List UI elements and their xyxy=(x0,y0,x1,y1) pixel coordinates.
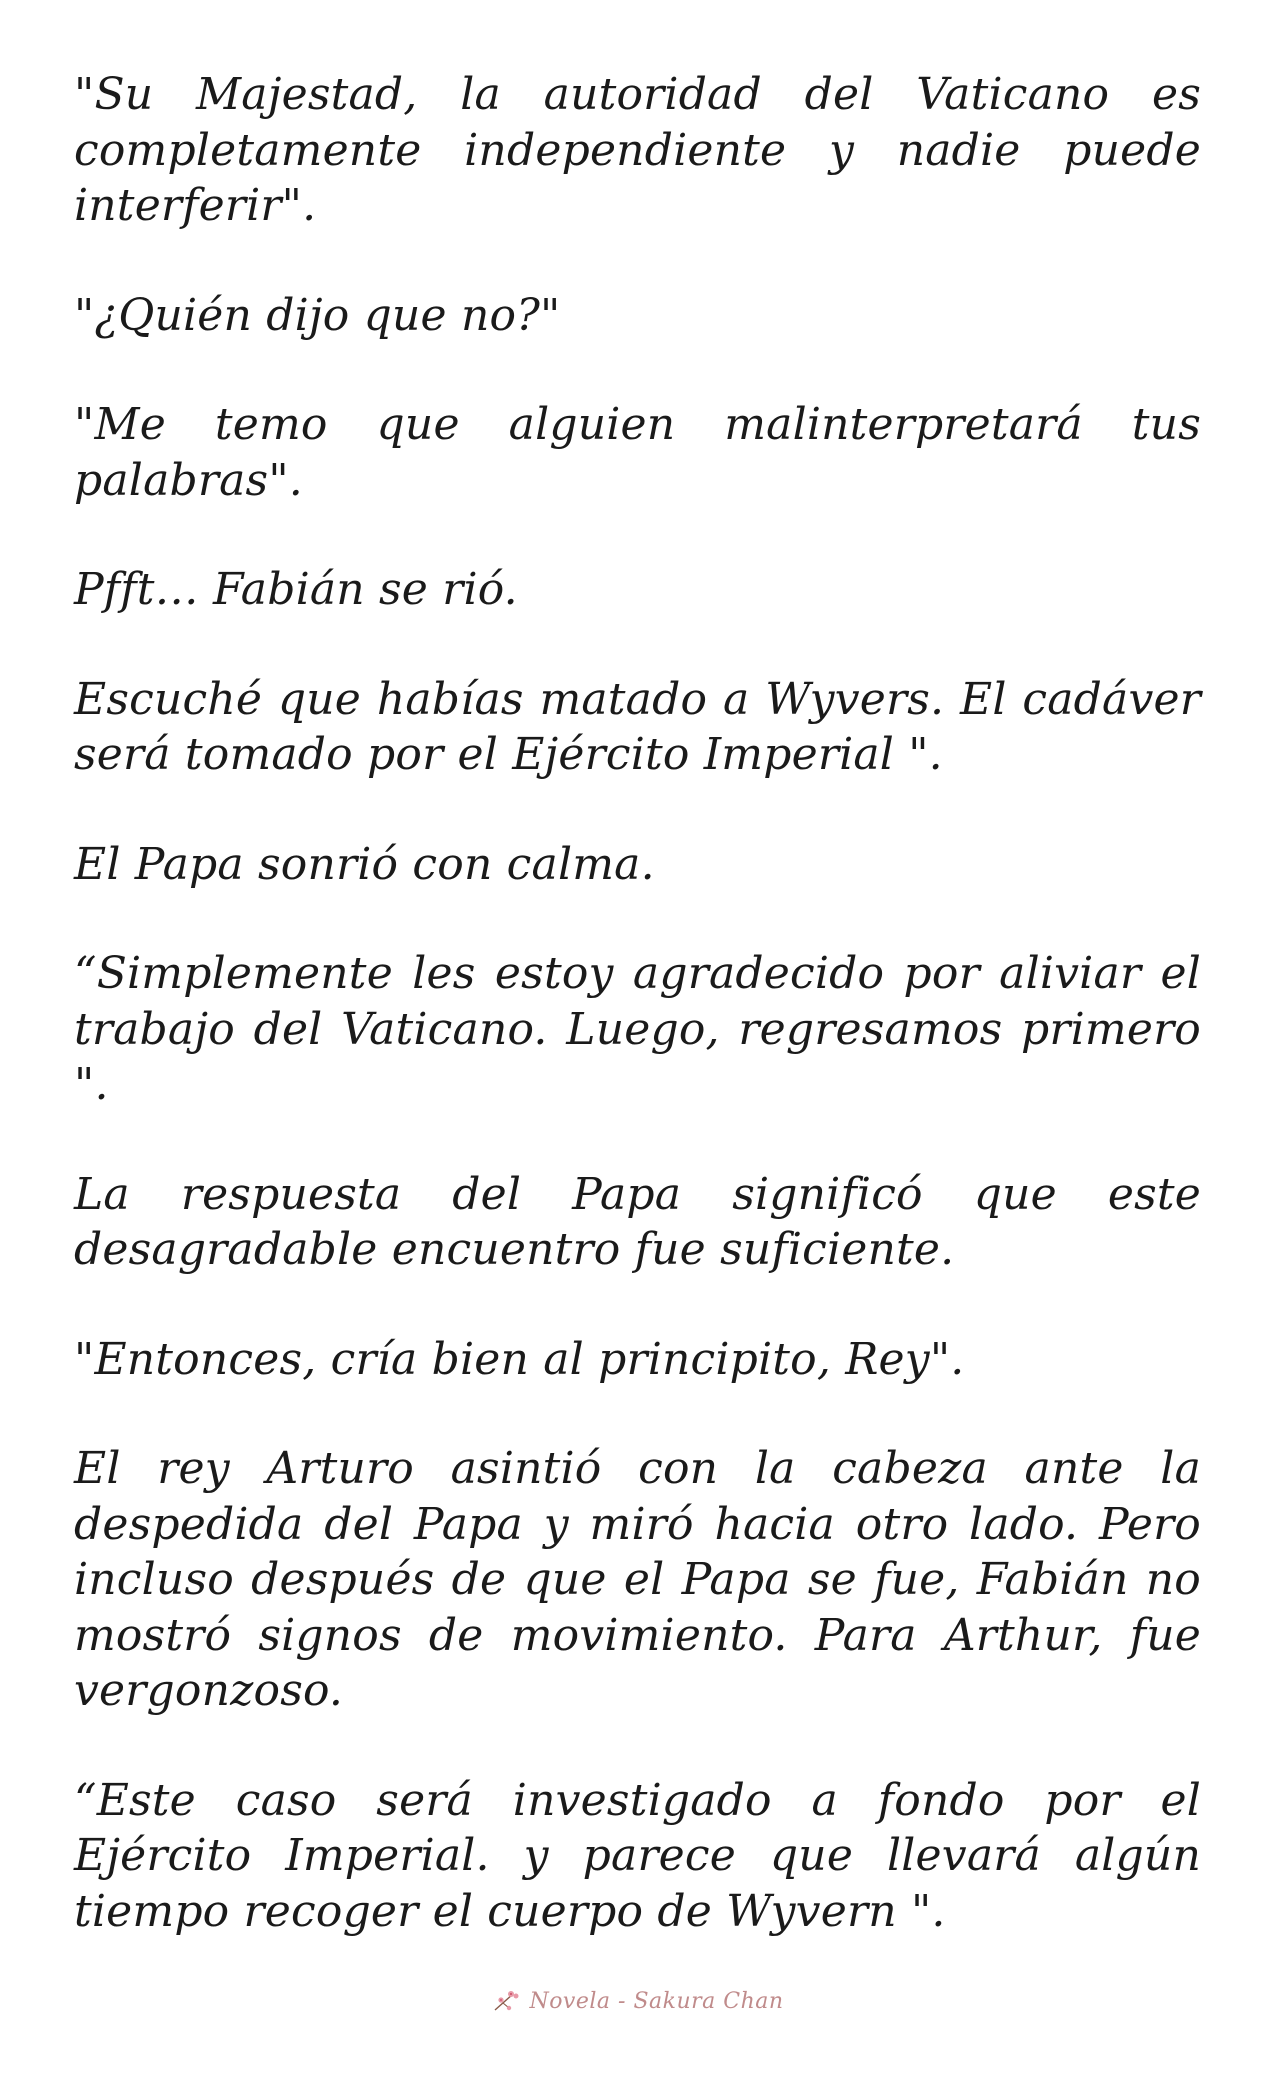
paragraph: "Me temo que alguien malinterpretará tus palabras". xyxy=(74,399,1201,506)
paragraph: Escuché que habías matado a Wyvers. El cadáver será tomado por el Ejército Imperial ". xyxy=(74,673,1201,780)
watermark-text: Novela - Sakura Chan xyxy=(529,1988,784,2014)
paragraph: Pfft… Fabián se rió. xyxy=(74,564,518,615)
cherry-blossom-icon xyxy=(491,1986,521,2016)
paragraph: “Simplemente les estoy agradecido por aliviar el trabajo del Vaticano. Luego, regresamos primero ". xyxy=(74,948,1201,1110)
paragraph: El rey Arturo asintió con la cabeza ante la despedida del Papa y miró hacia otro lado. Pero incluso después de que el Papa se fue, Fabián no mostró signos de movimiento. Para Arthur, fue vergonzoso. xyxy=(74,1443,1201,1716)
paragraph: "Su Majestad, la autoridad del Vaticano es completamente independiente y nadie puede interferir". xyxy=(74,69,1201,231)
watermark xyxy=(0,1986,1275,2016)
paragraph: “Este caso será investigado a fondo por el Ejército Imperial. y parece que llevará algún tiempo recoger el cuerpo de Wyvern ". xyxy=(74,1774,1201,1937)
paragraph: La respuesta del Papa significó que este desagradable encuentro fue suficiente. xyxy=(74,1168,1201,1275)
paragraph: "¿Quién dijo que no?" xyxy=(74,289,561,341)
paragraph: El Papa sonrió con calma. xyxy=(74,838,655,890)
paragraph: "Entonces, cría bien al principito, Rey". xyxy=(74,1333,965,1385)
